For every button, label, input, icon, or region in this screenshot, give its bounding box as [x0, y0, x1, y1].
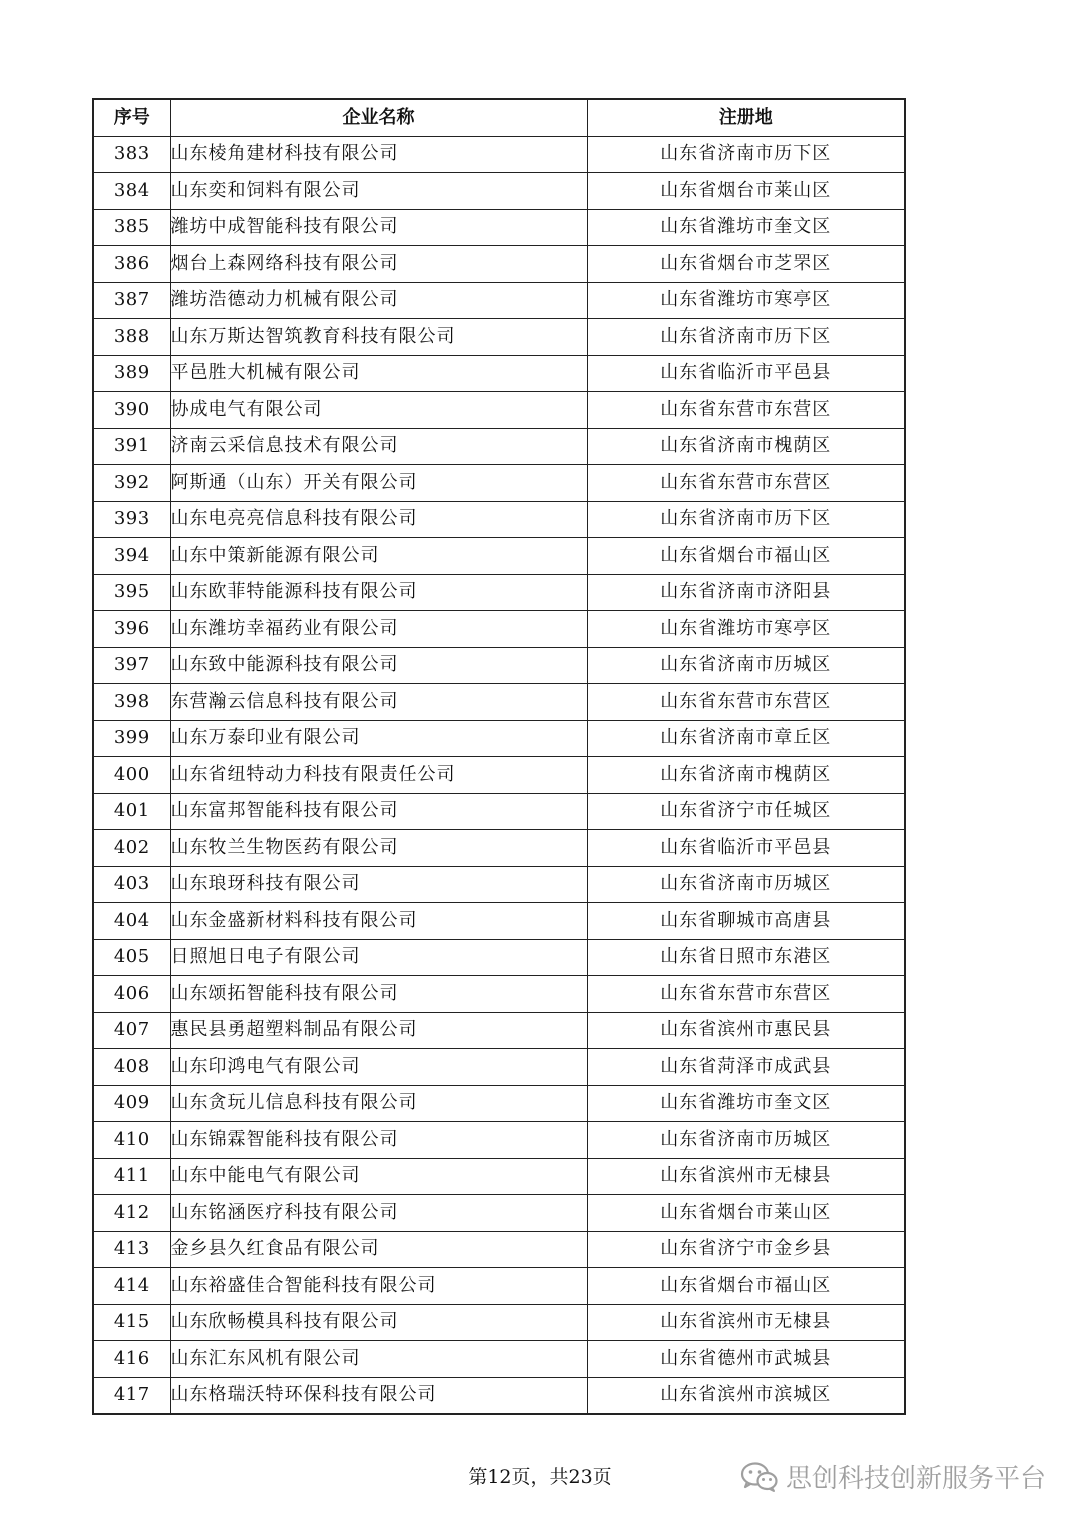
- table-row: [93, 392, 905, 429]
- row-number-cell: 415: [93, 1304, 170, 1341]
- row-number-cell: 388: [93, 319, 170, 356]
- table-row: [93, 428, 905, 465]
- table-row: [93, 501, 905, 538]
- enterprise-name-cell: 山东欣畅模具科技有限公司: [170, 1304, 587, 1341]
- table-row: [93, 976, 905, 1013]
- table-row: [93, 757, 905, 794]
- registration-location-cell: 山东省东营市东营区: [587, 976, 905, 1013]
- row-number-cell: 385: [93, 209, 170, 246]
- enterprise-name-cell: 山东格瑞沃特环保科技有限公司: [170, 1377, 587, 1414]
- enterprise-table: [92, 98, 906, 1415]
- row-number-cell: 410: [93, 1122, 170, 1159]
- enterprise-name-cell: 山东印鸿电气有限公司: [170, 1049, 587, 1086]
- registration-location-cell: 山东省潍坊市寒亭区: [587, 611, 905, 648]
- enterprise-name-cell: 金乡县久红食品有限公司: [170, 1231, 587, 1268]
- enterprise-name-cell: 山东省纽特动力科技有限责任公司: [170, 757, 587, 794]
- registration-location-cell: 山东省临沂市平邑县: [587, 355, 905, 392]
- table-row: [93, 1012, 905, 1049]
- table-row: [93, 136, 905, 173]
- enterprise-name-cell: 山东电亮亮信息科技有限公司: [170, 501, 587, 538]
- registration-location-cell: 山东省烟台市芝罘区: [587, 246, 905, 283]
- enterprise-name-cell: 山东贪玩儿信息科技有限公司: [170, 1085, 587, 1122]
- table-row: [93, 939, 905, 976]
- table-header-row: [93, 99, 905, 136]
- row-number-cell: 403: [93, 866, 170, 903]
- table-row: [93, 684, 905, 721]
- registration-location-cell: 山东省烟台市福山区: [587, 1268, 905, 1305]
- registration-location-cell: 山东省烟台市莱山区: [587, 173, 905, 210]
- row-number-cell: 414: [93, 1268, 170, 1305]
- row-number-cell: 400: [93, 757, 170, 794]
- enterprise-name-cell: 山东棱角建材科技有限公司: [170, 136, 587, 173]
- row-number-cell: 411: [93, 1158, 170, 1195]
- table-row: [93, 1304, 905, 1341]
- table-row: [93, 647, 905, 684]
- table-body: [93, 136, 905, 1414]
- registration-location-cell: 山东省潍坊市寒亭区: [587, 282, 905, 319]
- enterprise-name-cell: 山东欧菲特能源科技有限公司: [170, 574, 587, 611]
- enterprise-name-cell: 惠民县勇超塑料制品有限公司: [170, 1012, 587, 1049]
- enterprise-name-cell: 山东富邦智能科技有限公司: [170, 793, 587, 830]
- enterprise-name-cell: 济南云采信息技术有限公司: [170, 428, 587, 465]
- registration-location-cell: 山东省济南市历下区: [587, 319, 905, 356]
- registration-location-cell: 山东省济南市历城区: [587, 1122, 905, 1159]
- enterprise-name-cell: 东营瀚云信息科技有限公司: [170, 684, 587, 721]
- header-location: 注册地: [587, 99, 905, 136]
- table-row: [93, 1122, 905, 1159]
- enterprise-name-cell: 日照旭日电子有限公司: [170, 939, 587, 976]
- registration-location-cell: 山东省济南市济阳县: [587, 574, 905, 611]
- enterprise-name-cell: 潍坊浩德动力机械有限公司: [170, 282, 587, 319]
- registration-location-cell: 山东省滨州市惠民县: [587, 1012, 905, 1049]
- table-row: [93, 1158, 905, 1195]
- registration-location-cell: 山东省济南市历城区: [587, 866, 905, 903]
- enterprise-name-cell: 山东万泰印业有限公司: [170, 720, 587, 757]
- registration-location-cell: 山东省济南市历下区: [587, 501, 905, 538]
- enterprise-name-cell: 山东中策新能源有限公司: [170, 538, 587, 575]
- row-number-cell: 389: [93, 355, 170, 392]
- row-number-cell: 398: [93, 684, 170, 721]
- table-row: [93, 209, 905, 246]
- enterprise-name-cell: 山东致中能源科技有限公司: [170, 647, 587, 684]
- registration-location-cell: 山东省烟台市莱山区: [587, 1195, 905, 1232]
- registration-location-cell: 山东省潍坊市奎文区: [587, 1085, 905, 1122]
- row-number-cell: 404: [93, 903, 170, 940]
- table-row: [93, 282, 905, 319]
- enterprise-name-cell: 平邑胜大机械有限公司: [170, 355, 587, 392]
- watermark: [740, 1458, 1046, 1495]
- enterprise-name-cell: 山东铭涵医疗科技有限公司: [170, 1195, 587, 1232]
- table-row: [93, 793, 905, 830]
- table-row: [93, 720, 905, 757]
- table-row: [93, 830, 905, 867]
- table-row: [93, 538, 905, 575]
- registration-location-cell: 山东省东营市东营区: [587, 684, 905, 721]
- wechat-icon: [740, 1461, 778, 1493]
- registration-location-cell: 山东省滨州市无棣县: [587, 1304, 905, 1341]
- row-number-cell: 392: [93, 465, 170, 502]
- row-number-cell: 412: [93, 1195, 170, 1232]
- registration-location-cell: 山东省烟台市福山区: [587, 538, 905, 575]
- row-number-cell: 383: [93, 136, 170, 173]
- table-row: [93, 1085, 905, 1122]
- registration-location-cell: 山东省聊城市高唐县: [587, 903, 905, 940]
- registration-location-cell: 山东省菏泽市成武县: [587, 1049, 905, 1086]
- enterprise-table-container: [92, 98, 904, 1415]
- table-row: [93, 1195, 905, 1232]
- row-number-cell: 397: [93, 647, 170, 684]
- table-row: [93, 1049, 905, 1086]
- enterprise-name-cell: 山东牧兰生物医药有限公司: [170, 830, 587, 867]
- page-indicator: 第12页，共23页: [468, 1466, 612, 1488]
- row-number-cell: 394: [93, 538, 170, 575]
- row-number-cell: 384: [93, 173, 170, 210]
- registration-location-cell: 山东省济南市历下区: [587, 136, 905, 173]
- row-number-cell: 405: [93, 939, 170, 976]
- row-number-cell: 401: [93, 793, 170, 830]
- table-row: [93, 355, 905, 392]
- row-number-cell: 387: [93, 282, 170, 319]
- registration-location-cell: 山东省济南市槐荫区: [587, 757, 905, 794]
- row-number-cell: 407: [93, 1012, 170, 1049]
- table-row: [93, 173, 905, 210]
- enterprise-name-cell: 山东锦霖智能科技有限公司: [170, 1122, 587, 1159]
- row-number-cell: 409: [93, 1085, 170, 1122]
- row-number-cell: 391: [93, 428, 170, 465]
- enterprise-name-cell: 阿斯通（山东）开关有限公司: [170, 465, 587, 502]
- registration-location-cell: 山东省临沂市平邑县: [587, 830, 905, 867]
- enterprise-name-cell: 山东中能电气有限公司: [170, 1158, 587, 1195]
- row-number-cell: 395: [93, 574, 170, 611]
- header-name: 企业名称: [170, 99, 587, 136]
- table-row: [93, 1341, 905, 1378]
- enterprise-name-cell: 山东金盛新材料科技有限公司: [170, 903, 587, 940]
- enterprise-name-cell: 山东裕盛佳合智能科技有限公司: [170, 1268, 587, 1305]
- enterprise-name-cell: 山东颂拓智能科技有限公司: [170, 976, 587, 1013]
- enterprise-name-cell: 山东汇东风机有限公司: [170, 1341, 587, 1378]
- registration-location-cell: 山东省济南市章丘区: [587, 720, 905, 757]
- table-row: [93, 866, 905, 903]
- enterprise-name-cell: 山东万斯达智筑教育科技有限公司: [170, 319, 587, 356]
- table-row: [93, 903, 905, 940]
- row-number-cell: 417: [93, 1377, 170, 1414]
- enterprise-name-cell: 潍坊中成智能科技有限公司: [170, 209, 587, 246]
- registration-location-cell: 山东省潍坊市奎文区: [587, 209, 905, 246]
- registration-location-cell: 山东省日照市东港区: [587, 939, 905, 976]
- row-number-cell: 406: [93, 976, 170, 1013]
- registration-location-cell: 山东省德州市武城县: [587, 1341, 905, 1378]
- row-number-cell: 386: [93, 246, 170, 283]
- enterprise-name-cell: 山东琅玡科技有限公司: [170, 866, 587, 903]
- enterprise-name-cell: 烟台上森网络科技有限公司: [170, 246, 587, 283]
- row-number-cell: 413: [93, 1231, 170, 1268]
- row-number-cell: 396: [93, 611, 170, 648]
- registration-location-cell: 山东省济南市槐荫区: [587, 428, 905, 465]
- registration-location-cell: 山东省东营市东营区: [587, 392, 905, 429]
- table-row: [93, 574, 905, 611]
- table-row: [93, 465, 905, 502]
- registration-location-cell: 山东省济南市历城区: [587, 647, 905, 684]
- registration-location-cell: 山东省滨州市滨城区: [587, 1377, 905, 1414]
- table-row: [93, 246, 905, 283]
- row-number-cell: 408: [93, 1049, 170, 1086]
- enterprise-name-cell: 山东奕和饲料有限公司: [170, 173, 587, 210]
- table-row: [93, 611, 905, 648]
- registration-location-cell: 山东省滨州市无棣县: [587, 1158, 905, 1195]
- enterprise-name-cell: 山东潍坊幸福药业有限公司: [170, 611, 587, 648]
- watermark-text: 思创科技创新服务平台: [785, 1464, 1046, 1494]
- row-number-cell: 390: [93, 392, 170, 429]
- header-no: 序号: [93, 99, 170, 136]
- table-row: [93, 1231, 905, 1268]
- row-number-cell: 416: [93, 1341, 170, 1378]
- registration-location-cell: 山东省济宁市任城区: [587, 793, 905, 830]
- row-number-cell: 393: [93, 501, 170, 538]
- registration-location-cell: 山东省济宁市金乡县: [587, 1231, 905, 1268]
- row-number-cell: 402: [93, 830, 170, 867]
- table-row: [93, 319, 905, 356]
- registration-location-cell: 山东省东营市东营区: [587, 465, 905, 502]
- table-row: [93, 1268, 905, 1305]
- enterprise-name-cell: 协成电气有限公司: [170, 392, 587, 429]
- table-row: [93, 1377, 905, 1414]
- row-number-cell: 399: [93, 720, 170, 757]
